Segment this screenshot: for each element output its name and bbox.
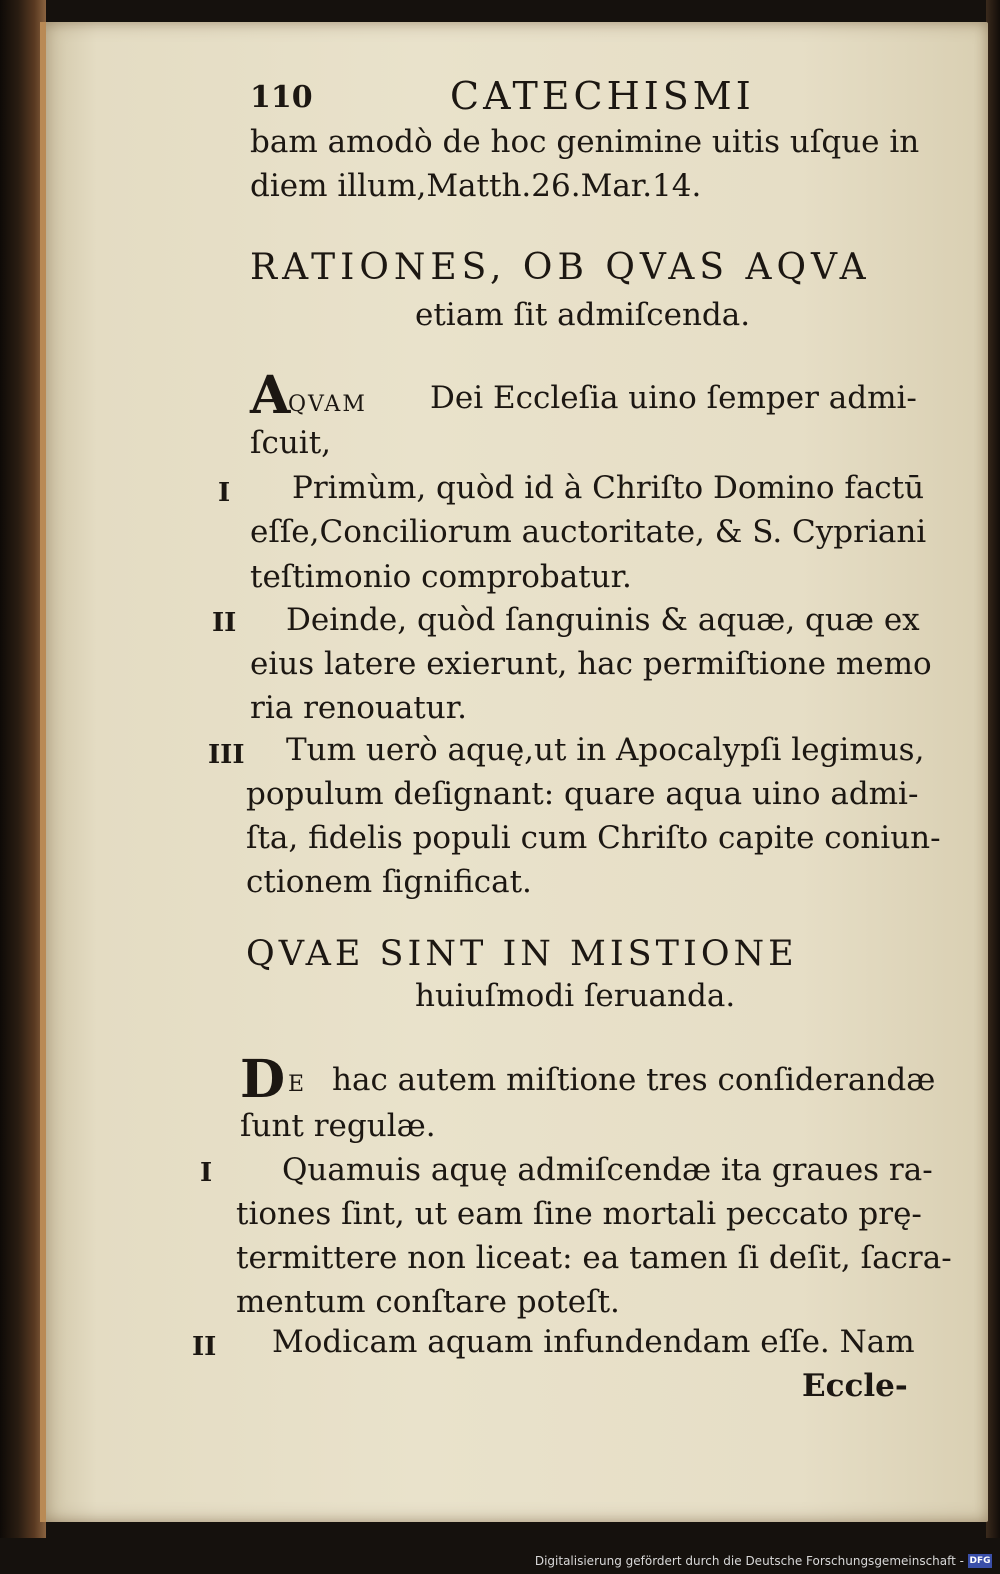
text-line: eius latere exierunt, hac permiſtione memo [250,646,932,682]
digitization-credit: Digitalisierung gefördert durch die Deutsche Forschungsgemeinschaft - [534,1554,964,1568]
item-number: III [208,740,245,770]
text-line: termittere non liceat: ea tamen ſi deſit, ſacra- [236,1240,952,1276]
page-number: 110 [250,80,313,115]
text-line: Modicam aquam infundendam eſſe. Nam [272,1324,915,1360]
text-line: ſunt regulæ. [240,1108,436,1144]
section-heading: QVAE SINT IN MISTIONE [246,934,798,974]
section-subheading: etiam ſit admiſcenda. [415,297,751,333]
text-line: Dei Eccleſia uino ſemper admi- [430,380,917,416]
small-caps: E [288,1072,307,1097]
section-subheading: huiuſmodi ſeruanda. [415,978,736,1014]
text-line: ria renouatur. [250,690,467,726]
catchword: Eccle- [802,1368,908,1404]
section-heading: RATIONES, OB QVAS AQVA [250,247,871,288]
text-line: Quamuis aquę admiſcendæ ita graues ra- [282,1152,933,1188]
item-number: I [200,1158,213,1188]
text-line: Tum uerò aquę,ut in Apocalypſi legimus, [286,732,925,768]
page-edge [40,22,46,1522]
dfg-logo: DFG [969,1556,991,1566]
text-line: bam amodò de hoc genimine uitis uſque in [250,124,920,160]
book-cover-edge [986,0,1000,1574]
running-head: CATECHISMI [450,74,755,118]
footer-bar [0,1538,1000,1574]
text-line: Deinde, quòd ſanguinis & aquæ, quæ ex [286,602,920,638]
text-line: Primùm, quòd id à Chriſto Domino factū [292,470,925,506]
small-caps: QVAM [288,392,367,417]
item-number: I [218,478,231,508]
item-number: II [192,1332,217,1362]
item-number: II [212,608,237,638]
drop-cap: A [250,365,291,426]
book-page [40,22,988,1522]
text-line: teſtimonio comprobatur. [250,559,632,595]
text-line: diem illum,Matth.26.Mar.14. [250,168,702,204]
text-line: ctionem ſignificat. [246,864,532,900]
text-line: mentum conſtare poteſt. [236,1284,620,1320]
text-line: ſcuit, [250,425,332,461]
text-line: tiones ſint, ut eam ſine mortali peccato prę- [236,1196,922,1232]
text-line: ſta, fidelis populi cum Chriſto capite coniun- [246,820,941,856]
text-line: hac autem miſtione tres conſiderandæ [332,1062,936,1098]
text-line: populum deſignant: quare aqua uino admi- [246,776,919,812]
drop-cap: D [240,1049,286,1110]
text-line: eſſe,Conciliorum auctoritate, & S. Cypriani [250,514,927,550]
